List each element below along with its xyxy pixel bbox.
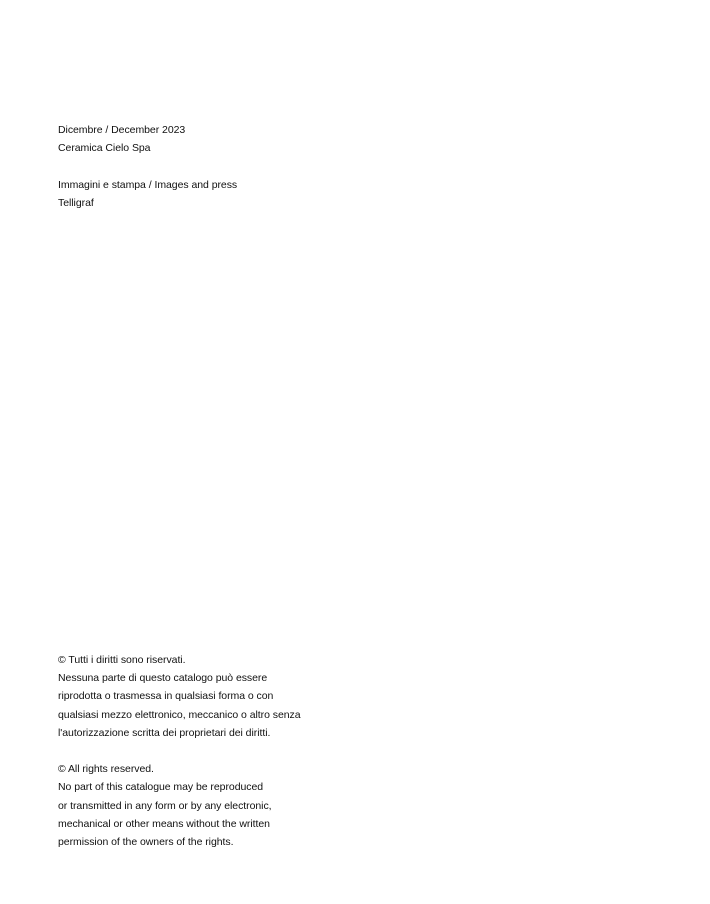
copyright-it-line: © Tutti i diritti sono riservati. xyxy=(58,654,186,666)
credits-block xyxy=(58,121,237,212)
publisher-name: Ceramica Cielo Spa xyxy=(58,142,151,155)
copyright-it-line: Nessuna parte di questo catalogo può essere xyxy=(58,672,268,685)
copyright-en-line: mechanical or other means without the written xyxy=(58,817,270,830)
copyright-it-line: l'autorizzazione scritta dei proprietari dei diritti. xyxy=(58,726,271,739)
publication-date: Dicembre / December 2023 xyxy=(58,124,186,136)
images-press-label: Immagini e stampa / Images and press xyxy=(58,178,238,191)
copyright-it-line: riprodotta o trasmessa in qualsiasi forma o con xyxy=(58,690,274,703)
spacer xyxy=(58,742,301,760)
copyright-en-line: permission of the owners of the rights. xyxy=(58,836,234,849)
copyright-english xyxy=(58,760,301,851)
copyright-block xyxy=(58,651,301,851)
copyright-italian xyxy=(58,651,301,742)
copyright-it-line: qualsiasi mezzo elettronico, meccanico o altro senza xyxy=(58,708,301,721)
spacer xyxy=(58,157,237,175)
copyright-en-line: or transmitted in any form or by any electronic, xyxy=(58,799,272,812)
copyright-en-line: No part of this catalogue may be reproduced xyxy=(58,781,264,794)
images-press-company: Telligraf xyxy=(58,196,94,209)
copyright-en-line: © All rights reserved. xyxy=(58,763,154,776)
